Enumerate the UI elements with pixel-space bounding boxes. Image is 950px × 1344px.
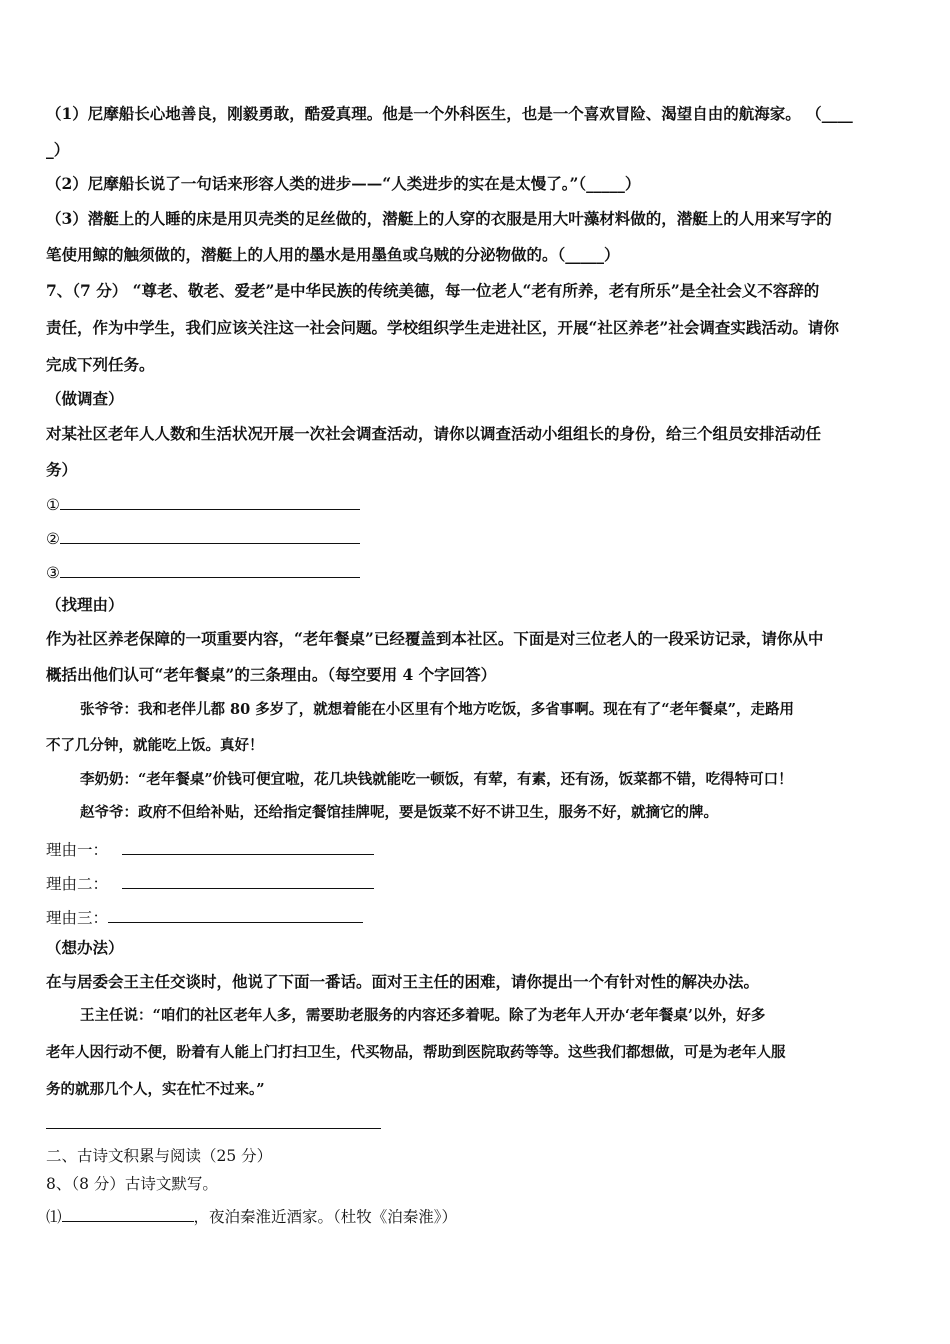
reason-line1: 作为社区养老保障的一项重要内容，“老年餐桌”已经覆盖到本社区。下面是对三位老人的一段采访记录，请你从中 bbox=[46, 629, 824, 648]
zhao-line: 赵爷爷：政府不但给补贴，还给指定餐馆挂牌呢，要是饭菜不好不讲卫生，服务不好，就摘它的牌。 bbox=[80, 804, 718, 821]
reason-line2: 概括出他们认可“老年餐桌”的三条理由。（每空要用 4 个字回答） bbox=[46, 665, 497, 684]
wang-line2: 老年人因行动不便，盼着有人能上门打扫卫生，代买物品，帮助到医院取药等等。这些我们都想做，可是为老年人服 bbox=[46, 1044, 786, 1061]
q8-item1-prefix: ⑴ bbox=[46, 1208, 62, 1226]
q8-heading: 8、（8 分）古诗文默写。 bbox=[46, 1175, 218, 1193]
survey-answer-3[interactable] bbox=[46, 561, 360, 583]
survey-mark-1: ① bbox=[46, 496, 60, 514]
li-line: 李奶奶：“老年餐桌”价钱可便宜啦，花几块钱就能吃一顿饭，有荤，有素，还有汤，饭菜都不错，吃得特可口！ bbox=[80, 771, 793, 788]
reason-heading: （找理由） bbox=[46, 595, 124, 614]
q6-item2-text: （2）尼摩船长说了一句话来形容人类的进步——“人类进步的实在是太慢了。”（ bbox=[46, 174, 587, 193]
survey-line1: 对某社区老年人人数和生活状况开展一次社会调查活动，请你以调查活动小组组长的身份，给三个组员安排活动任 bbox=[46, 424, 822, 443]
q7-intro-line1: 7、（7 分） “尊老、敬老、爱老”是中华民族的传统美德，每一位老人“老有所养，老有所乐”是全社会义不容辞的 bbox=[46, 281, 820, 300]
survey-mark-2: ② bbox=[46, 530, 60, 548]
section2-heading: 二、古诗文积累与阅读（25 分） bbox=[46, 1147, 273, 1165]
q6-item3-line1: （3）潜艇上的人睡的床是用贝壳类的足丝做的，潜艇上的人穿的衣服是用大叶藻材料做的，潜艇上的人用来写字的 bbox=[46, 209, 832, 228]
survey-answer-1[interactable] bbox=[46, 493, 360, 515]
q6-item2-blank[interactable]: _____） bbox=[586, 174, 641, 193]
q7-intro-line2: 责任，作为中学生，我们应该关注这一社会问题。学校组织学生走进社区，开展“社区养老”社会调查实践活动。请你 bbox=[46, 318, 839, 337]
reason-label-1: 理由一： bbox=[46, 841, 109, 859]
q6-item1-blank[interactable]: ____ bbox=[821, 104, 853, 123]
wang-line3: 务的就那几个人，实在忙不过来。” bbox=[46, 1081, 265, 1098]
q6-item1-text: （1）尼摩船长心地善良，刚毅勇敢，酷爱真理。他是一个外科医生，也是一个喜欢冒险、渴望自由的航海家。 （ bbox=[46, 104, 822, 123]
survey-answer-2[interactable] bbox=[46, 527, 360, 549]
q6-item2 bbox=[46, 174, 640, 194]
zhang-line1: 张爷爷：我和老伴儿都 80 多岁了，就想着能在小区里有个地方吃饭，多省事啊。现在有了“老年餐桌”，走路用 bbox=[80, 701, 794, 718]
survey-mark-3: ③ bbox=[46, 564, 60, 582]
reason-label-2: 理由二： bbox=[46, 875, 109, 893]
q6-item3-blank[interactable]: _____） bbox=[565, 245, 620, 264]
q7-intro-line3: 完成下列任务。 bbox=[46, 355, 155, 374]
reason-answer-2[interactable] bbox=[46, 872, 374, 894]
idea-heading: （想办法） bbox=[46, 938, 124, 957]
reason-answer-1[interactable] bbox=[46, 838, 374, 860]
zhang-line2: 不了几分钟，就能吃上饭。真好！ bbox=[46, 737, 264, 754]
q8-item1-text: ，夜泊秦淮近酒家。（杜牧《泊秦淮》） bbox=[193, 1208, 458, 1226]
q8-item1-blank[interactable] bbox=[62, 1205, 194, 1222]
reason-label-3: 理由三： bbox=[46, 909, 109, 927]
q6-item1 bbox=[46, 104, 853, 124]
idea-answer-line[interactable] bbox=[46, 1128, 381, 1129]
idea-line: 在与居委会王主任交谈时，他说了下面一番话。面对王主任的困难，请你提出一个有针对性的解决办法。 bbox=[46, 972, 760, 991]
q6-item3-line2 bbox=[46, 245, 620, 265]
reason-answer-3[interactable] bbox=[46, 906, 363, 928]
survey-line2: 务） bbox=[46, 460, 78, 479]
survey-heading: （做调查） bbox=[46, 389, 124, 408]
q6-item3-text: 笔使用鲸的触须做的，潜艇上的人用的墨水是用墨鱼或乌贼的分泌物做的。（ bbox=[46, 245, 566, 264]
wang-line1: 王主任说：“咱们的社区老年人多，需要助老服务的内容还多着呢。除了为老年人开办‘老年餐桌’以外，好多 bbox=[80, 1007, 766, 1024]
q8-item1 bbox=[46, 1205, 457, 1227]
q6-item1-wrap: _） bbox=[46, 140, 70, 159]
